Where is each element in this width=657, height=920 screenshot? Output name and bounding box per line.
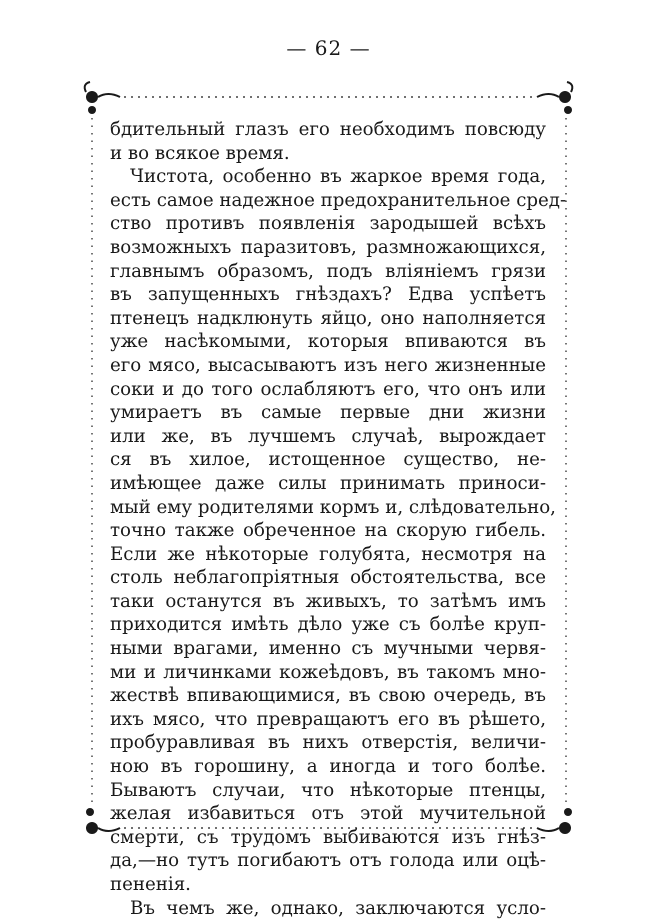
text-line: Бываютъ случаи, что нѣкоторые птенцы, xyxy=(110,779,546,801)
text-line: въ запущенныхъ гнѣздахъ? Едва успѣетъ xyxy=(110,284,546,306)
text-line: соки и до того ослабляютъ его, что онъ или xyxy=(110,378,546,400)
text-line: есть самое надежное предохранительное сред- xyxy=(110,189,567,211)
text-line: птенецъ надклюнуть яйцо, оно наполняется xyxy=(110,307,546,329)
text-line: ною въ горошину, а иногда и того болѣе. xyxy=(110,756,546,778)
top-left-corner-ornament xyxy=(85,82,120,114)
text-line: смерти, съ трудомъ выбиваются изъ гнѣз- xyxy=(110,826,546,848)
text-line: и во всякое время. xyxy=(110,142,290,164)
text-line: таки останутся въ живыхъ, то затѣмъ имъ xyxy=(110,590,546,612)
text-line: ихъ мясо, что превращаютъ его въ рѣшето, xyxy=(110,708,546,730)
text-line: имѣющее даже силы принимать приноси- xyxy=(110,472,546,494)
top-right-corner-ornament xyxy=(537,82,572,114)
text-line: умираетъ въ самые первые дни жизни xyxy=(110,402,546,424)
text-line: столь неблагопріятныя обстоятельства, все xyxy=(110,567,546,589)
text-line: пененія. xyxy=(110,874,191,895)
text-line: ными врагами, именно съ мучными червя- xyxy=(110,638,546,660)
text-line: пробуравливая въ нихъ отверстія, величи- xyxy=(110,732,546,754)
text-line: да,—но тутъ погибаютъ отъ голода или оцѣ- xyxy=(110,850,546,872)
text-line: точно также обреченное на скорую гибель. xyxy=(110,520,546,542)
text-line: возможныхъ паразитовъ, размножающихся, xyxy=(110,236,546,258)
text-line: ство противъ появленія зародышей всѣхъ xyxy=(110,213,546,235)
text-line: приходится имѣть дѣло уже съ болѣе круп- xyxy=(110,614,546,636)
body-text xyxy=(110,118,567,920)
text-line: ся въ хилое, истощенное существо, не- xyxy=(110,449,546,471)
text-line: жествѣ впивающимися, въ свою очередь, въ xyxy=(110,685,546,707)
text-line: бдительный глазъ его необходимъ повсюду xyxy=(110,119,546,140)
text-line: или же, въ лучшемъ случаѣ, вырождает xyxy=(110,425,546,447)
page-number: — 62 — xyxy=(286,36,371,60)
text-line: уже насѣкомыми, которыя впиваются въ xyxy=(110,331,546,353)
text-line: мый ему родителями кормъ и, слѣдовательно, xyxy=(110,496,556,518)
text-line: ми и личинками кожеѣдовъ, въ такомъ мно- xyxy=(110,661,546,683)
text-line: его мясо, высасываютъ изъ него жизненные xyxy=(110,354,546,376)
text-line: желая избавиться отъ этой мучительной xyxy=(110,803,546,825)
text-line: Чистота, особенно въ жаркое время года, xyxy=(130,166,546,188)
text-line: Если же нѣкоторые голубята, несмотря на xyxy=(110,543,546,565)
text-line: главнымъ образомъ, подъ вліяніемъ грязи xyxy=(110,260,546,282)
text-line: Въ чемъ же, однако, заключаются усло- xyxy=(130,897,546,919)
